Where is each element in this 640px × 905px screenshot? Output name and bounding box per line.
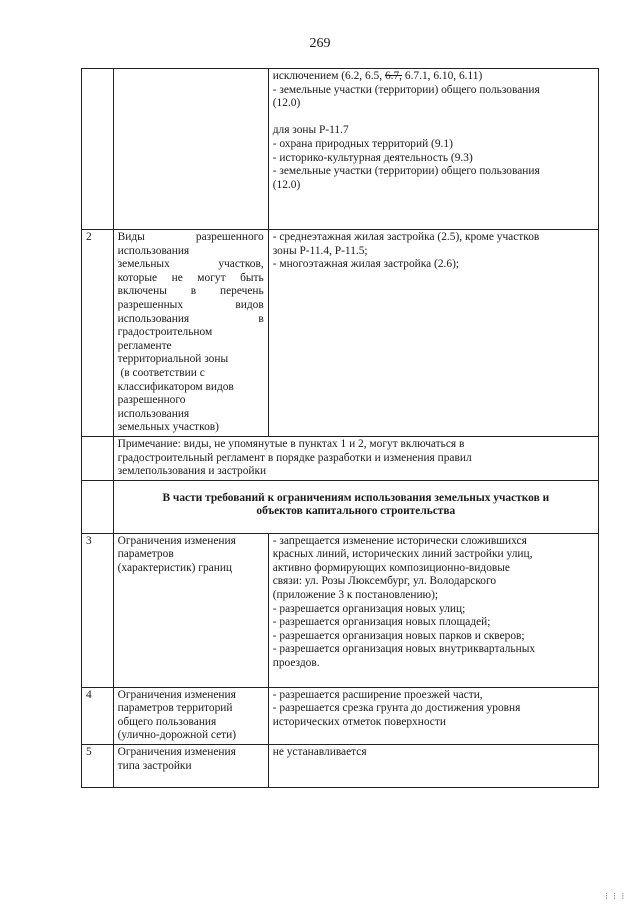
- text-line: активно формирующих композиционно-видовые: [272, 561, 510, 574]
- text-line: зоны Р-11.4, Р-11.5;: [272, 244, 368, 257]
- table-row-3: [82, 533, 599, 687]
- table-row-5: [82, 745, 599, 788]
- text-line: (12.0): [272, 178, 301, 191]
- row-number: 4: [82, 687, 114, 744]
- regulation-table: [81, 68, 599, 788]
- table-row-2: [82, 230, 599, 437]
- scan-edge-mark: ⁞ ⁞ ⁞: [605, 892, 626, 901]
- exception-text: исключением (6.2, 6.5,: [272, 70, 385, 82]
- row-number: 2: [82, 230, 114, 437]
- text-line: - многоэтажная жилая застройка (2.6);: [272, 258, 460, 271]
- row-label: [113, 533, 268, 687]
- number-cell: [82, 480, 114, 533]
- label-line: (в соответствии с: [117, 366, 205, 379]
- label-line: земельных участков): [117, 421, 219, 434]
- label-line: Ограничения изменения: [117, 688, 236, 701]
- label-line: Ограничения изменения: [117, 746, 236, 758]
- text-line: исторических отметок поверхности: [272, 715, 446, 728]
- row-number: 5: [82, 745, 114, 788]
- text-line: для зоны Р-11.7: [272, 124, 349, 137]
- page-number: 269: [309, 36, 331, 51]
- row-label: [113, 230, 268, 437]
- label-line: Виды разрешенного: [117, 231, 264, 243]
- exception-line: [273, 70, 594, 84]
- label-line: параметров территорий: [117, 702, 233, 715]
- text-line: - земельные участки (территории) общего пользования: [272, 83, 540, 96]
- heading-line: объектов капитального строительства: [256, 505, 456, 518]
- row-value: [268, 745, 598, 788]
- text-line: - историко-культурная деятельность (9.3): [272, 151, 473, 164]
- text-line: - земельные участки (территории) общего пользования: [272, 165, 540, 178]
- label-line: разрешенных видов: [117, 298, 264, 311]
- label-line: земельных участков,: [117, 258, 264, 271]
- label-line: включены в перечень: [117, 285, 264, 298]
- label-line: (характеристик) границ: [117, 561, 233, 574]
- table-row-continuation: [82, 69, 599, 230]
- number-cell: [82, 436, 114, 480]
- label-line: регламенте: [117, 339, 172, 352]
- text-line: (12.0): [272, 97, 301, 110]
- text-line: - разрешается организация новых площадей;: [272, 616, 491, 629]
- label-line: использования: [117, 407, 190, 420]
- heading-line: В части требований к ограничениям использования земельных участков и: [162, 491, 550, 504]
- row-value: [268, 533, 598, 687]
- row-value: [268, 230, 598, 437]
- text-line: - разрешается организация новых улиц;: [272, 602, 466, 615]
- note-line: землепользования и застройки: [117, 465, 267, 478]
- exception-codes: 6.7.1, 6.10, 6.11): [402, 70, 483, 82]
- label-line: типа застройки: [117, 759, 192, 772]
- label-line: Ограничения изменения: [117, 534, 236, 547]
- label-line: которые не могут быть: [117, 271, 264, 284]
- text-line: - разрешается организация новых внутриквартальных: [272, 643, 536, 656]
- label-line: градостроительном: [117, 326, 213, 339]
- label-line: территориальной зоны: [117, 353, 229, 366]
- text-line: - среднеэтажная жилая застройка (2.5), кроме участков: [272, 231, 540, 243]
- text-line: - охрана природных территорий (9.1): [272, 137, 453, 150]
- label-line: (улично-дорожной сети): [117, 729, 237, 742]
- row-label: [113, 687, 268, 744]
- text-line: красных линий, исторических линий застройки улиц,: [272, 548, 533, 561]
- label-line: классификатором видов: [117, 380, 234, 393]
- text-line: - разрешается организация новых парков и скверов;: [272, 629, 525, 642]
- row-label: [113, 745, 268, 788]
- note-line: градостроительный регламент в порядке разработки и изменения правил: [117, 451, 472, 464]
- row-number: 3: [82, 533, 114, 687]
- table-row-note: [82, 436, 599, 480]
- label-cell: [113, 69, 268, 230]
- label-line: разрешенного: [117, 394, 186, 407]
- text-line: - запрещается изменение исторически сложившихся: [272, 534, 527, 547]
- label-line: параметров: [117, 548, 174, 561]
- label-line: общего пользования: [117, 715, 217, 728]
- number-cell: [82, 69, 114, 230]
- label-line: использования в: [117, 312, 264, 325]
- section-heading: [113, 480, 598, 533]
- text-line: не устанавливается: [272, 746, 367, 758]
- text-line: [273, 111, 594, 125]
- table-row-4: [82, 687, 599, 744]
- note-cell: [113, 436, 598, 480]
- table-row-section: [82, 480, 599, 533]
- text-line: проездов.: [272, 657, 320, 670]
- text-line: - разрешается расширение проезжей части,: [272, 688, 483, 701]
- text-line: (приложение 3 к постановлению);: [272, 589, 439, 602]
- label-line: использования: [117, 244, 190, 257]
- text-line: - разрешается срезка грунта до достижения уровня: [272, 702, 521, 715]
- value-cell: [268, 69, 598, 230]
- text-line: связи: ул. Розы Люксембург, ул. Володарского: [272, 575, 497, 588]
- struck-code: 6.7,: [384, 70, 403, 82]
- note-line: Примечание: виды, не упомянутые в пунктах 1 и 2, могут включаться в: [117, 437, 465, 450]
- row-value: [268, 687, 598, 744]
